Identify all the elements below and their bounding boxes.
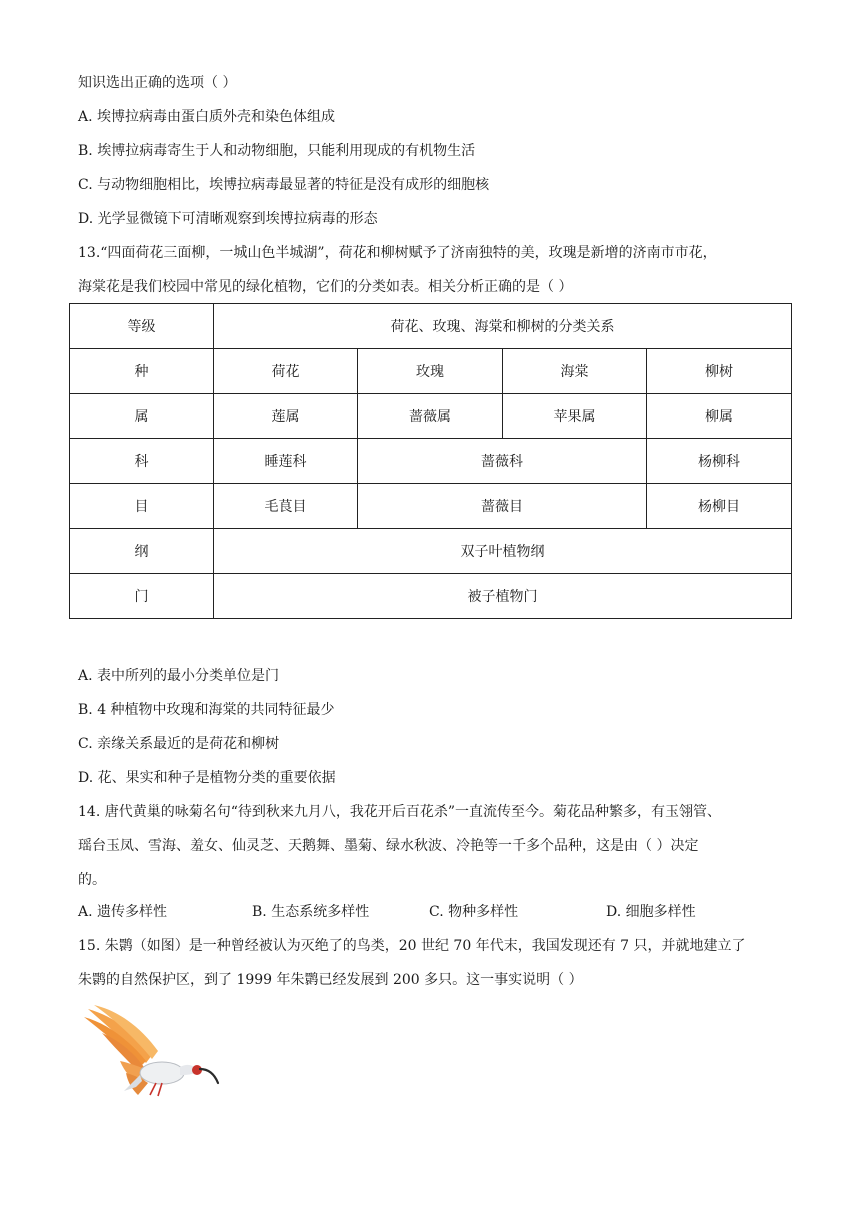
q12-stem-tail: 知识选出正确的选项（ ） [78,75,237,91]
classification-table [69,303,792,619]
class-cell: 双子叶植物纲 [214,529,792,574]
table-header-title: 荷花、玫瑰、海棠和柳树的分类关系 [214,304,792,349]
family-cell: 蔷薇科 [358,439,647,484]
order-cell: 蔷薇目 [358,484,647,529]
q13-option-d[interactable]: D. 花、果实和种子是植物分类的重要依据 [78,770,336,786]
ibis-bill [200,1069,218,1083]
table-row-class [70,529,792,574]
q15-stem-line2: 朱鹮的自然保护区，到了 1999 年朱鹮已经发展到 200 多只。这一事实说明（ ） [78,972,583,988]
q13-stem-line2: 海棠花是我们校园中常见的绿化植物，它们的分类如表。相关分析正确的是（ ） [78,279,573,295]
ibis-body [140,1062,184,1084]
crested-ibis-illustration [80,1003,220,1103]
q13-option-c[interactable]: C. 亲缘关系最近的是荷花和柳树 [78,736,280,752]
q13-stem-line1: 13.“四面荷花三面柳，一城山色半城湖”，荷花和柳树赋予了济南独特的美，玫瑰是新增的济南市市花， [78,245,717,261]
table-row-species [70,349,792,394]
family-cell: 杨柳科 [647,439,792,484]
q14-stem-line3: 的。 [78,872,106,888]
q14-stem-line2: 瑶台玉凤、雪海、羞女、仙灵芝、天鹅舞、墨菊、绿水秋波、冷艳等一千多个品种，这是由（ ）决定 [78,838,699,854]
rank-label-family: 科 [70,439,214,484]
phylum-cell: 被子植物门 [214,574,792,619]
q12-option-a[interactable]: A. 埃博拉病毒由蛋白质外壳和染色体组成 [78,109,336,125]
table-row-phylum [70,574,792,619]
species-cell: 海棠 [503,349,647,394]
rank-label-genus: 属 [70,394,214,439]
q14-option-d[interactable]: D. 细胞多样性 [606,904,696,920]
order-cell: 杨柳目 [647,484,792,529]
genus-cell: 蔷薇属 [358,394,503,439]
q12-option-c[interactable]: C. 与动物细胞相比，埃博拉病毒最显著的特征是没有成形的细胞核 [78,177,490,193]
rank-label-order: 目 [70,484,214,529]
table-header-rank: 等级 [70,304,214,349]
q14-option-c[interactable]: C. 物种多样性 [429,904,519,920]
genus-cell: 柳属 [647,394,792,439]
table-row-order [70,484,792,529]
q14-option-b[interactable]: B. 生态系统多样性 [252,904,370,920]
table-row-family [70,439,792,484]
species-cell: 玫瑰 [358,349,503,394]
q12-option-b[interactable]: B. 埃博拉病毒寄生于人和动物细胞，只能利用现成的有机物生活 [78,143,476,159]
q13-option-b[interactable]: B. 4 种植物中玫瑰和海棠的共同特征最少 [78,702,335,718]
q14-stem-line1: 14. 唐代黄巢的咏菊名句“待到秋来九月八，我花开后百花杀”一直流传至今。菊花品种繁多，有玉翎管、 [78,804,722,820]
q12-option-d[interactable]: D. 光学显微镜下可清晰观察到埃博拉病毒的形态 [78,211,378,227]
rank-label-class: 纲 [70,529,214,574]
q14-option-a[interactable]: A. 遗传多样性 [78,904,168,920]
species-cell: 荷花 [214,349,358,394]
ibis-legs [150,1083,162,1096]
rank-label-species: 种 [70,349,214,394]
family-cell: 睡莲科 [214,439,358,484]
genus-cell: 苹果属 [503,394,647,439]
species-cell: 柳树 [647,349,792,394]
q13-option-a[interactable]: A. 表中所列的最小分类单位是门 [78,668,280,684]
genus-cell: 莲属 [214,394,358,439]
table-row-header [70,304,792,349]
order-cell: 毛茛目 [214,484,358,529]
rank-label-phylum: 门 [70,574,214,619]
table-row-genus [70,394,792,439]
q15-stem-line1: 15. 朱鹮（如图）是一种曾经被认为灭绝了的鸟类，20 世纪 70 年代末，我国发现还有 7 只，并就地建立了 [78,938,746,954]
